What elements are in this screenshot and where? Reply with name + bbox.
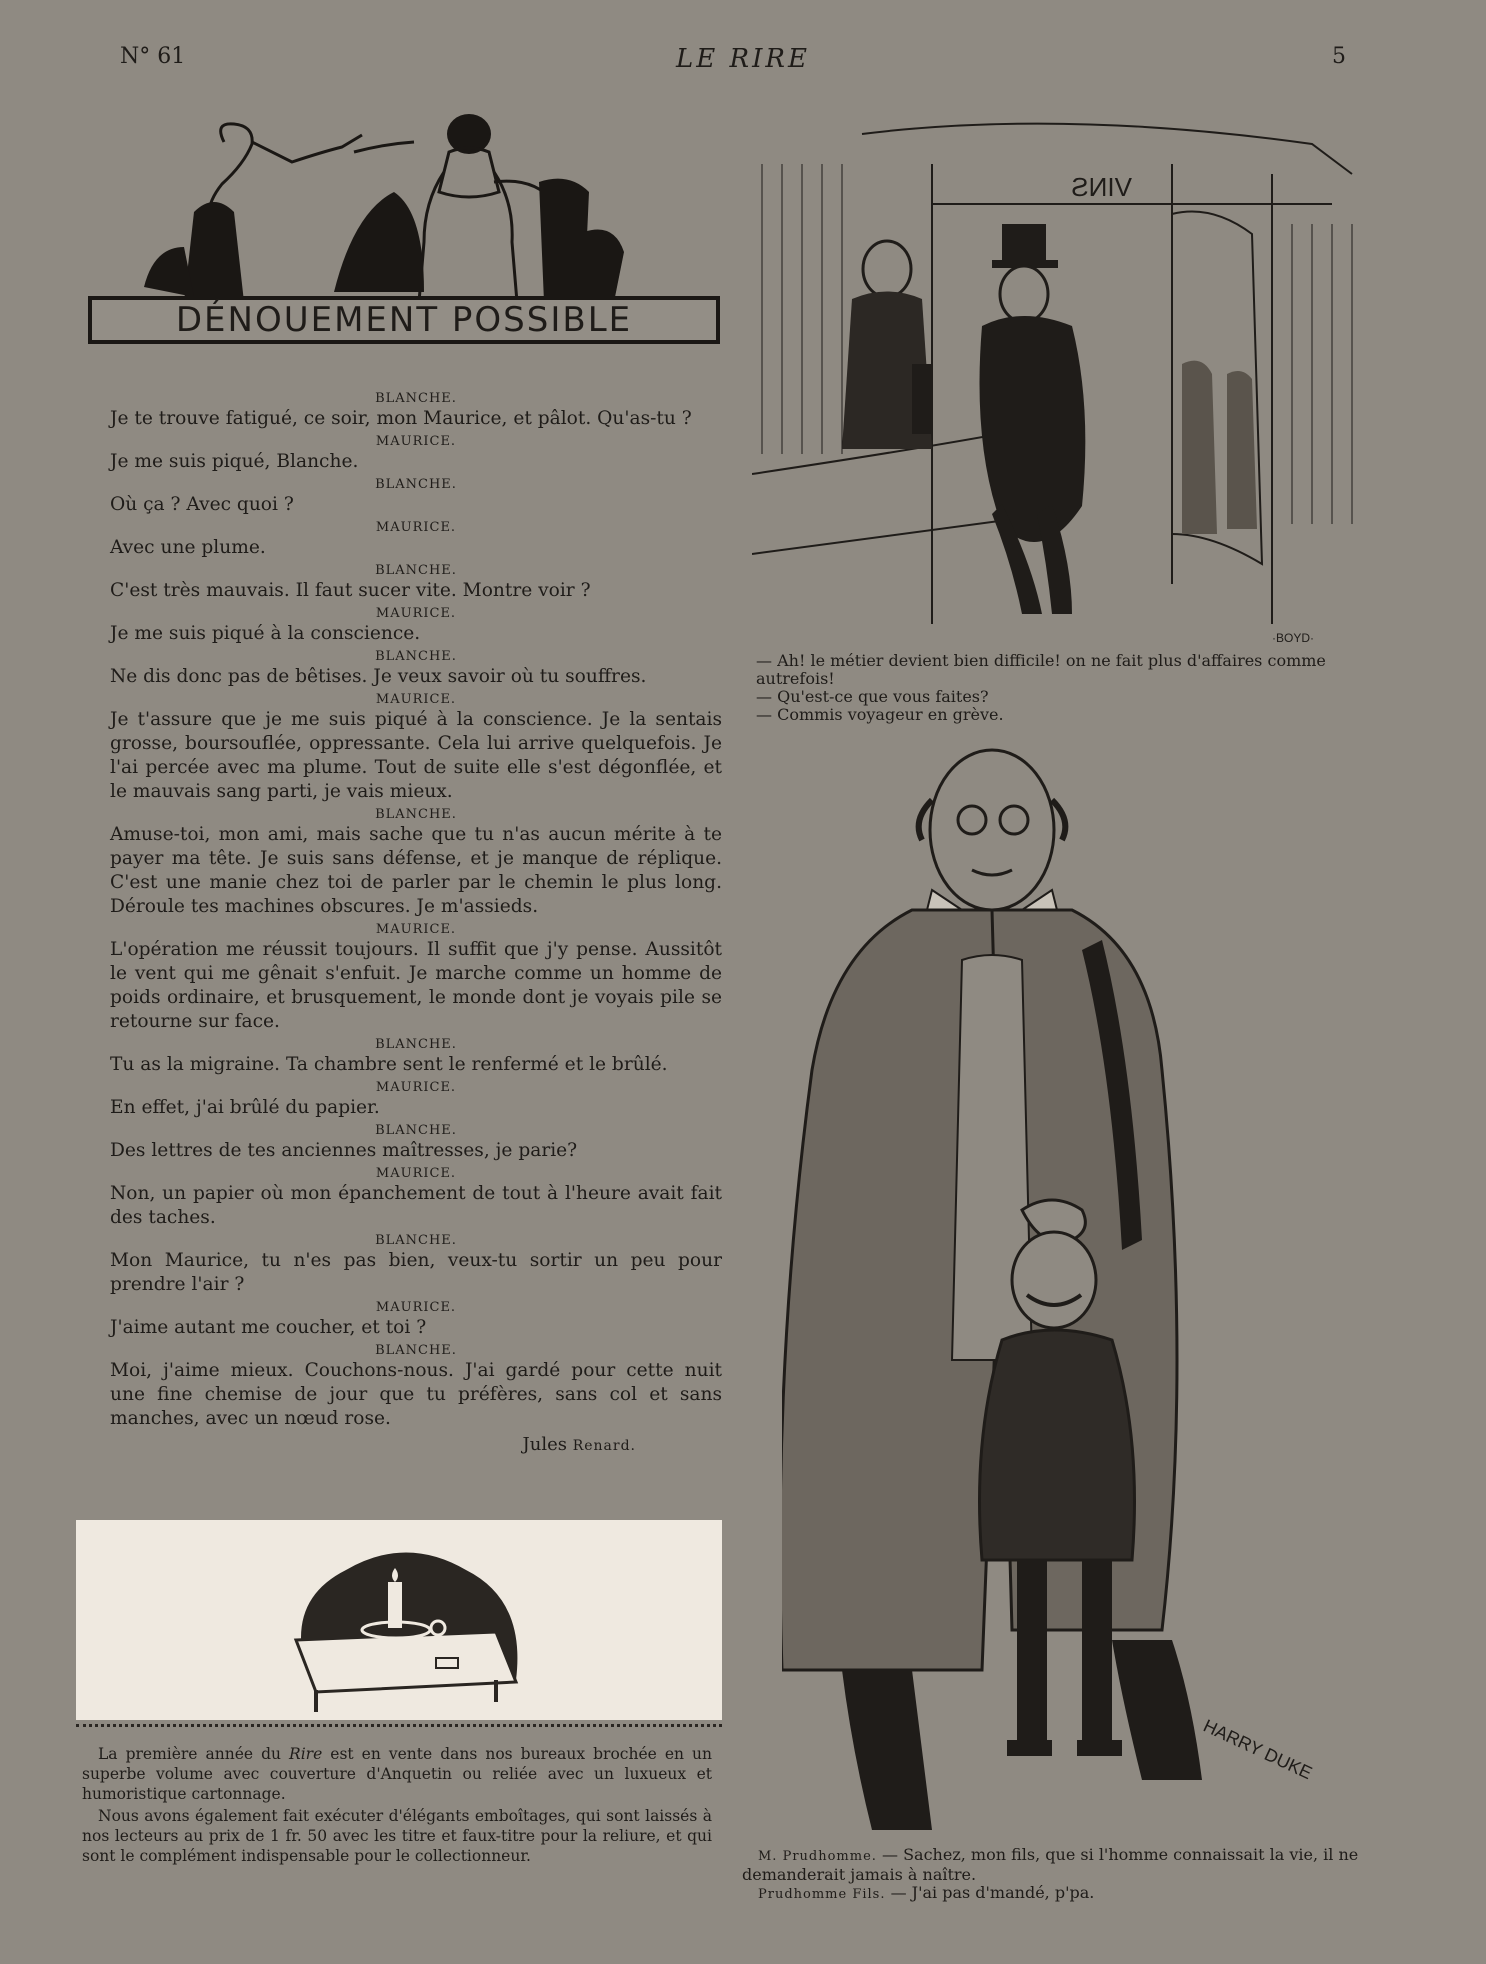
speaker-label: MAURICE. — [375, 606, 457, 621]
author-signature — [110, 1433, 636, 1458]
speaker-label: BLANCHE. — [375, 1037, 457, 1052]
speaker-name: Prudhomme Fils. — [758, 1887, 886, 1902]
speaker-label: BLANCHE. — [375, 807, 457, 822]
dialogue-line: Tu as la migraine. Ta chambre sent le renfermé et le brûlé. — [110, 1054, 668, 1075]
dialogue-line: Avec une plume. — [110, 537, 266, 558]
prudhomme-cartoon — [782, 740, 1342, 1840]
notice-text: est en vente dans nos bureaux brochée en un superbe volume avec couverture d'Anquetin ou reliée avec un luxueux et humoristique cartonnage. — [82, 1745, 712, 1803]
caption-line: — Qu'est-ce que vous faites? — [756, 687, 989, 706]
dialogue-line: En effet, j'ai brûlé du papier. — [110, 1097, 380, 1118]
dialogue-line: L'opération me réussit toujours. Il suffit que j'y pense. Aussitôt le vent qui me gênait s'enfuit. Je marche comme un homme de poids ordinaire, et brusquement, le monde dont je voyais pile se retourne sur face. — [110, 939, 722, 1032]
issue-number: N° 61 — [120, 44, 186, 69]
speaker-label: MAURICE. — [375, 692, 457, 707]
speaker-label: MAURICE. — [375, 1166, 457, 1181]
artist-signature-harry-duke: HARRY DUKE — [1200, 1715, 1316, 1784]
caption-text: — J'ai pas d'mandé, p'pa. — [885, 1883, 1095, 1902]
notice-paragraph-1 — [82, 1744, 712, 1804]
dialogue-line: J'aime autant me coucher, et toi ? — [110, 1317, 427, 1338]
page-number: 5 — [1332, 44, 1346, 69]
dialogue-line: Je me suis piqué à la conscience. — [110, 623, 421, 644]
candle-vignette-panel — [76, 1520, 722, 1720]
caption-line-2 — [742, 1884, 1382, 1904]
caption-text: — Sachez, mon fils, que si l'homme connaissait la vie, il ne demanderait jamais à naître. — [742, 1845, 1359, 1884]
journal-title: LE RIRE — [676, 44, 810, 74]
author-first-name: Jules — [522, 1434, 573, 1455]
caption-line-1 — [742, 1846, 1382, 1884]
speaker-label: MAURICE. — [375, 922, 457, 937]
dialogue-line: Je t'assure que je me suis piqué à la conscience. Je la sentais grosse, boursouflée, oppressante. Cela lui arrive quelquefois. Je l'ai percée avec ma plume. Tout de suite elle s'est dégonflée, et le mauvais sang parti, je vais mieux. — [110, 709, 722, 802]
artist-signature-boyd: ·BOYD· — [1272, 631, 1314, 645]
article-title: DÉNOUEMENT POSSIBLE — [88, 296, 720, 344]
candle-illustration — [76, 1520, 722, 1720]
dialogue-line: Où ça ? Avec quoi ? — [110, 494, 294, 515]
dialogue-line: Je me suis piqué, Blanche. — [110, 451, 359, 472]
dialogue-line: Ne dis donc pas de bêtises. Je veux savoir où tu souffres. — [110, 666, 647, 687]
speaker-label: BLANCHE. — [375, 1343, 457, 1358]
dialogue-line: Moi, j'aime mieux. Couchons-nous. J'ai gardé pour cette nuit une fine chemise de jour que tu préfères, sans col et sans manches, avec un nœud rose. — [110, 1360, 722, 1429]
speaker-label: MAURICE. — [375, 1080, 457, 1095]
caption-line: — Commis voyageur en grève. — [756, 705, 1004, 724]
wine-shop-caption — [756, 652, 1388, 724]
prudhomme-caption — [742, 1846, 1382, 1904]
shop-sign-vins: VINS — [1071, 172, 1132, 202]
dialogue-line: C'est très mauvais. Il faut sucer vite. Montre voir ? — [110, 580, 591, 601]
dialogue-line: Des lettres de tes anciennes maîtresses, je parie? — [110, 1140, 578, 1161]
speaker-label: BLANCHE. — [375, 1233, 457, 1248]
speaker-label: BLANCHE. — [375, 649, 457, 664]
speaker-label: BLANCHE. — [375, 563, 457, 578]
speaker-label: MAURICE. — [375, 434, 457, 449]
author-last-name: Renard. — [572, 1438, 636, 1454]
publisher-notice — [82, 1744, 712, 1868]
wine-shop-cartoon — [752, 104, 1384, 648]
dialogue-line: Non, un papier où mon épanchement de tout à l'heure avait fait des taches. — [110, 1183, 722, 1228]
dialogue-line: Mon Maurice, tu n'es pas bien, veux-tu sortir un peu pour prendre l'air ? — [110, 1250, 722, 1295]
speaker-label: MAURICE. — [375, 520, 457, 535]
speaker-label: MAURICE. — [375, 1300, 457, 1315]
dialogue-line: Je te trouve fatigué, ce soir, mon Maurice, et pâlot. Qu'as-tu ? — [110, 408, 692, 429]
notice-paragraph-2: Nous avons également fait exécuter d'élégants emboîtages, qui sont laissés à nos lecteurs au prix de 1 fr. 50 avec les titre et faux-titre pour la reliure, et qui sont le complément indispensable pour le collectionneur. — [82, 1807, 712, 1865]
dialogue-line: Amuse-toi, mon ami, mais sache que tu n'as aucun mérite à te payer ma tête. Je suis sans défense, et je manque de réplique. C'est une manie chez toi de parler par le chemin le plus long. Déroule tes machines obscures. Je m'assieds. — [110, 824, 722, 917]
notice-text: La première année du — [98, 1745, 290, 1763]
speaker-label: BLANCHE. — [375, 1123, 457, 1138]
speaker-label: BLANCHE. — [375, 391, 457, 406]
caption-line: — Ah! le métier devient bien difficile! on ne fait plus d'affaires comme autrefois! — [756, 651, 1326, 688]
speaker-label: BLANCHE. — [375, 477, 457, 492]
notice-italic-title: Rire — [289, 1745, 323, 1763]
speaker-name: M. Prudhomme. — [758, 1849, 877, 1864]
dialogue-text — [110, 388, 722, 1458]
section-divider — [76, 1724, 722, 1727]
